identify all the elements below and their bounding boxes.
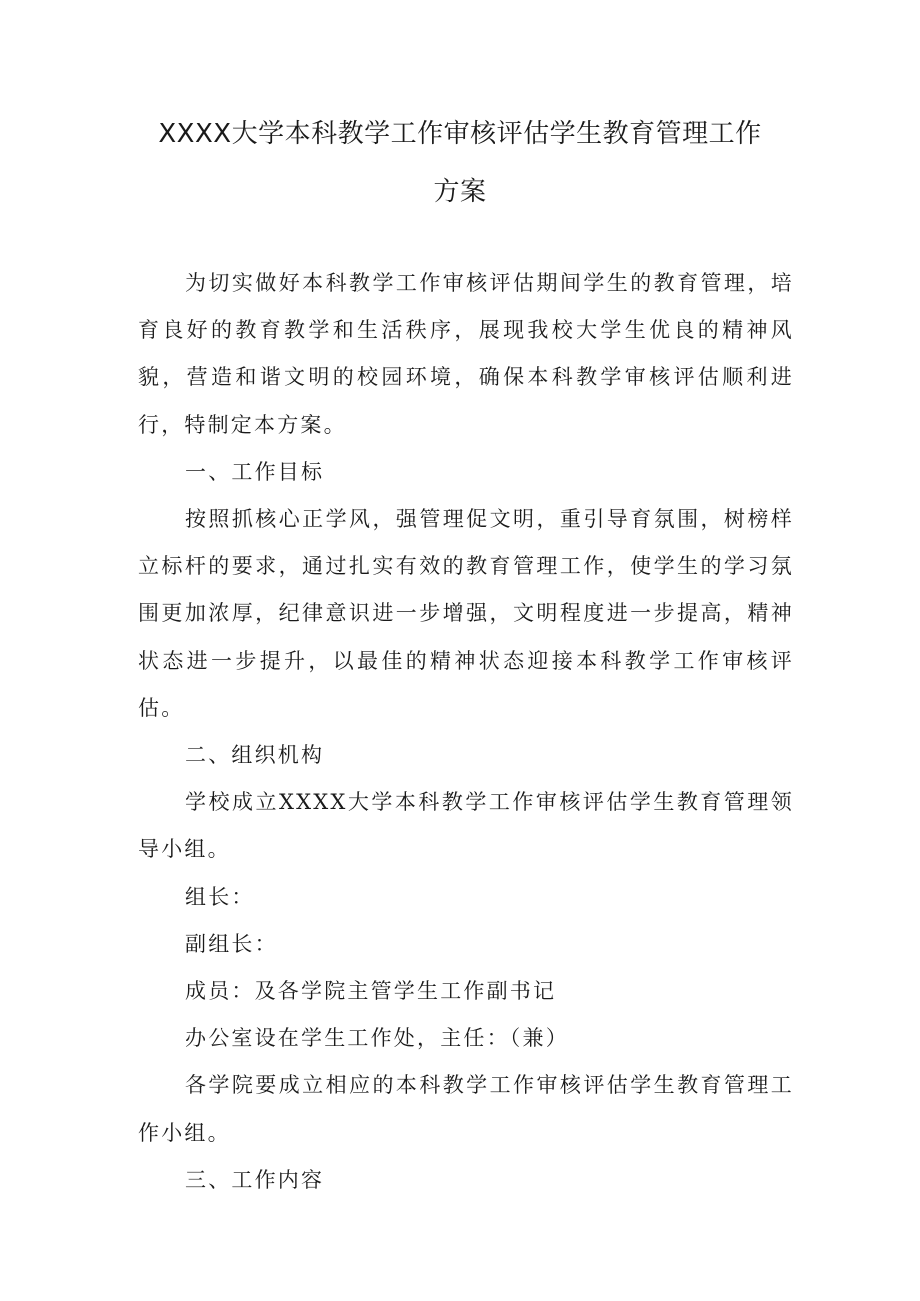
- section-heading-organization: 二、组织机构: [185, 743, 325, 768]
- document-title-line-2: 方案: [433, 177, 487, 207]
- section-heading-work-content: 三、工作内容: [185, 1167, 325, 1192]
- paragraph-members: 成员：及各学院主管学生工作副书记: [185, 979, 557, 1004]
- paragraph-goals: 按照抓核心正学风，强管理促文明，重引导育氛围，树榜样立标杆的要求，通过扎实有效的教育管理工作，使学生的学习氛围更加浓厚，纪律意识进一步增强，文明程度进一步提高，精神状态进一步提升，以最佳的精神状态迎接本科教学工作审核评估。: [138, 507, 794, 720]
- paragraph-leadership-group: 学校成立XXXX大学本科教学工作审核评估学生教育管理领导小组。: [138, 790, 794, 862]
- document-title-line-1: XXXX大学本科教学工作审核评估学生教育管理工作: [158, 119, 762, 149]
- paragraph-group-leader: 组长：: [185, 884, 255, 909]
- paragraph-college-groups: 各学院要成立相应的本科教学工作审核评估学生教育管理工作小组。: [138, 1073, 794, 1145]
- section-heading-goals: 一、工作目标: [185, 459, 325, 484]
- document-body: [138, 260, 794, 1204]
- paragraph-deputy-leader: 副组长：: [185, 931, 278, 956]
- paragraph-office: 办公室设在学生工作处，主任：（兼）: [185, 1026, 569, 1051]
- paragraph-intro: 为切实做好本科教学工作审核评估期间学生的教育管理，培育良好的教育教学和生活秩序，展现我校大学生优良的精神风貌，营造和谐文明的校园环境，确保本科教学审核评估顺利进行，特制定本方案。: [138, 271, 794, 437]
